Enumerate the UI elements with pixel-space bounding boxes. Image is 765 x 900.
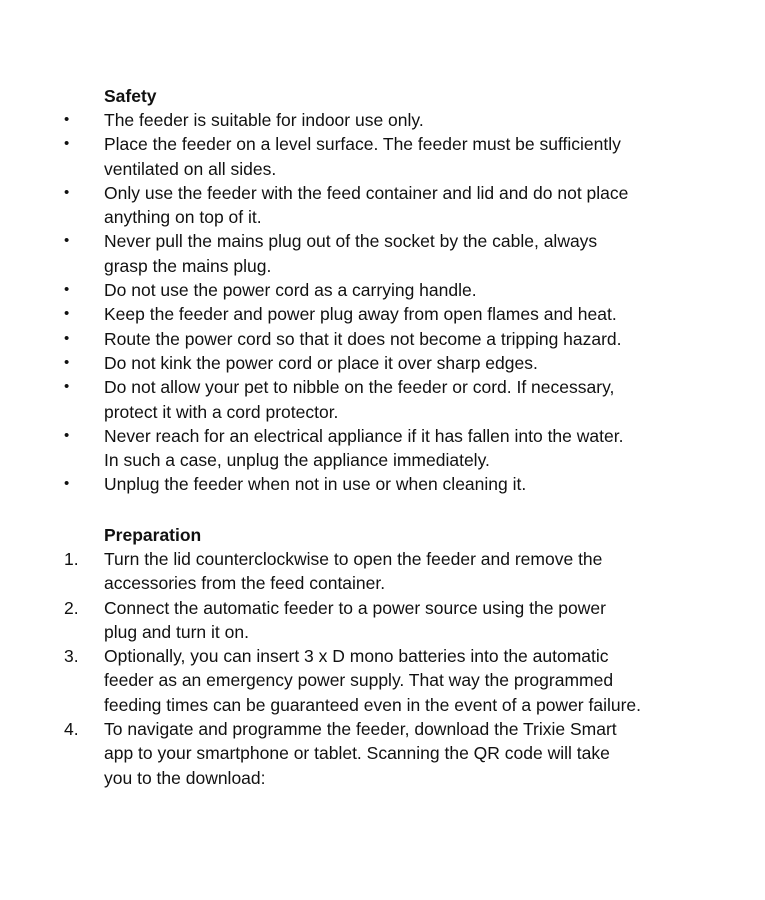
safety-list-item xyxy=(0,181,765,230)
text-line: Route the power cord so that it does not become a tripping hazard. xyxy=(104,328,622,349)
text-line: app to your smartphone or tablet. Scanning the QR code will take xyxy=(104,743,610,764)
bullet-marker: • xyxy=(64,305,70,323)
step-text xyxy=(104,596,704,645)
bullet-marker: • xyxy=(64,111,70,128)
text-line: Connect the automatic feeder to a power source using the power xyxy=(104,597,606,618)
safety-item-text xyxy=(104,302,704,326)
bullet-marker: • xyxy=(64,135,70,153)
bullet-marker: • xyxy=(64,475,70,493)
preparation-heading: Preparation xyxy=(104,525,202,545)
safety-item-text xyxy=(104,108,704,132)
preparation-step xyxy=(0,596,765,645)
text-line: feeding times can be guaranteed even in the event of a power failure. xyxy=(104,694,642,715)
bullet-marker: • xyxy=(64,378,70,396)
preparation-step xyxy=(0,717,765,790)
text-line: To navigate and programme the feeder, download the Trixie Smart xyxy=(104,719,617,740)
text-line: Do not allow your pet to nibble on the feeder or cord. If necessary, xyxy=(104,377,615,398)
text-line: In such a case, unplug the appliance immediately. xyxy=(104,450,490,471)
bullet-marker: • xyxy=(64,232,70,250)
step-number: 2. xyxy=(64,597,79,618)
text-line: Unplug the feeder when not in use or when cleaning it. xyxy=(104,474,527,495)
step-number: 4. xyxy=(64,719,79,740)
safety-item-text xyxy=(104,327,704,351)
safety-item-text xyxy=(104,375,704,424)
text-line: Optionally, you can insert 3 x D mono batteries into the automatic xyxy=(104,646,609,667)
safety-heading: Safety xyxy=(104,86,157,106)
safety-item-text xyxy=(104,472,704,496)
safety-list-item xyxy=(0,472,765,496)
safety-item-text xyxy=(104,181,704,230)
step-number: 3. xyxy=(64,646,79,667)
text-line: feeder as an emergency power supply. That way the programmed xyxy=(104,670,614,691)
step-text xyxy=(104,644,704,717)
safety-item-text xyxy=(104,351,704,375)
text-line: Only use the feeder with the feed container and lid and do not place xyxy=(104,182,629,203)
safety-list-item xyxy=(0,132,765,181)
bullet-marker: • xyxy=(64,353,70,371)
step-text xyxy=(104,717,704,790)
text-line: Do not kink the power cord or place it over sharp edges. xyxy=(104,352,538,373)
safety-list-item xyxy=(0,327,765,351)
safety-list-item xyxy=(0,278,765,302)
text-line: Never reach for an electrical appliance if it has fallen into the water. xyxy=(104,425,624,446)
text-line: anything on top of it. xyxy=(104,207,262,228)
safety-list xyxy=(0,108,765,497)
safety-item-text xyxy=(104,424,704,473)
preparation-list xyxy=(0,547,765,790)
text-line: protect it with a cord protector. xyxy=(104,401,339,422)
step-text xyxy=(104,547,704,596)
safety-list-item xyxy=(0,302,765,326)
step-number: 1. xyxy=(64,549,79,569)
text-line: accessories from the feed container. xyxy=(104,573,386,594)
bullet-marker: • xyxy=(64,329,70,347)
preparation-step xyxy=(0,644,765,717)
bullet-marker: • xyxy=(64,281,70,299)
safety-list-item xyxy=(0,351,765,375)
safety-list-item xyxy=(0,229,765,278)
safety-item-text xyxy=(104,132,704,181)
text-line: Never pull the mains plug out of the socket by the cable, always xyxy=(104,231,598,252)
text-line: The feeder is suitable for indoor use only. xyxy=(104,110,424,130)
safety-list-item xyxy=(0,424,765,473)
text-line: Turn the lid counterclockwise to open the feeder and remove the xyxy=(104,549,603,569)
preparation-step xyxy=(0,547,765,596)
safety-item-text xyxy=(104,278,704,302)
bullet-marker: • xyxy=(64,183,70,201)
text-line: Keep the feeder and power plug away from open flames and heat. xyxy=(104,304,617,325)
text-line: Do not use the power cord as a carrying handle. xyxy=(104,280,477,301)
text-line: you to the download: xyxy=(104,767,266,788)
text-line: Place the feeder on a level surface. The feeder must be sufficiently xyxy=(104,134,621,155)
text-line: grasp the mains plug. xyxy=(104,255,272,276)
safety-list-item xyxy=(0,108,765,132)
bullet-marker: • xyxy=(64,426,70,444)
safety-list-item xyxy=(0,375,765,424)
safety-item-text xyxy=(104,229,704,278)
text-line: plug and turn it on. xyxy=(104,621,249,642)
text-line: ventilated on all sides. xyxy=(104,158,277,179)
